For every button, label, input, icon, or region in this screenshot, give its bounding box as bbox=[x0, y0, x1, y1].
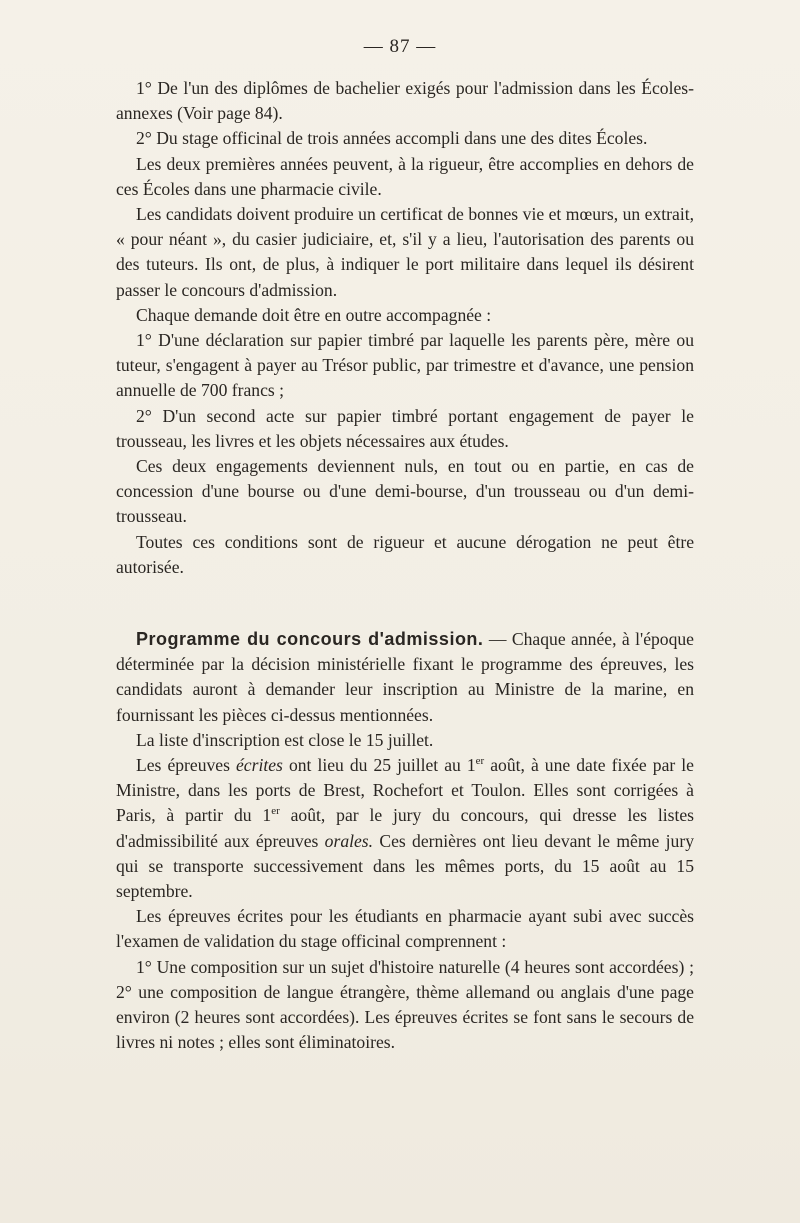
paragraph-second-acte: 2° D'un second acte sur papier timbré portant engagement de payer le trousseau, les livres et les objets nécessaires aux études. bbox=[116, 405, 694, 451]
paragraph-inscription: La liste d'inscription est close le 15 juillet. bbox=[136, 729, 434, 750]
ecrites-italic: écrites bbox=[236, 755, 283, 776]
programme-section bbox=[116, 627, 694, 1055]
paragraph-certificat: Les candidats doivent produire un certificat de bonnes vie et mœurs, un extrait, « pour néant », du casier judiciaire, et, s'il y a lieu, l'autorisation des parents ou des tuteurs. Ils ont, de plus, à indiquer le port militaire dans lequel ils désirent passer le concours d'admission. bbox=[116, 204, 694, 300]
orales-italic: orales. bbox=[324, 830, 374, 851]
admission-requirements-section bbox=[116, 76, 694, 580]
paragraph-diplome: 1° De l'un des diplômes de bachelier exigés pour l'admission dans les Écoles-annexes (Voir page 84). bbox=[116, 78, 694, 124]
ecrites-text-e: août, à une date fixée par le Ministre, dans les ports de Brest, Rochefort et Toulon. Elles sont corrigées à Paris, à partir du 1 bbox=[116, 755, 694, 826]
paragraph-demande: Chaque demande doit être en outre accompagnée : bbox=[136, 304, 492, 325]
paragraph-pharmacie: Les épreuves écrites pour les étudiants en pharmacie ayant subi avec succès l'examen de validation du stage officinal comprennent : bbox=[116, 906, 694, 952]
ecrites-text-g: août, par le jury du concours, qui dresse les listes d'admissibilité aux épreuves bbox=[116, 805, 694, 851]
paragraph-engagements: Ces deux engagements deviennent nuls, en tout ou en partie, en cas de concession d'une bourse ou d'une demi-bourse, d'un trousseau ou d'un demi-trousseau. bbox=[116, 456, 694, 527]
paragraph-premieres-annees: Les deux premières années peuvent, à la rigueur, être accomplies en dehors de ces Écoles dans une pharmacie civile. bbox=[116, 153, 694, 199]
section-heading: Programme du concours d'admission. bbox=[136, 629, 484, 649]
paragraph-programme bbox=[116, 627, 694, 728]
programme-intro: — Chaque année, à l'époque déterminée par la décision ministérielle fixant le programme des épreuves, les candidats auront à demander leur inscription au Ministre de la marine, en fournissant les pièces ci-dessus mentionnées. bbox=[116, 629, 694, 725]
ecrites-text-i: Ces dernières ont lieu devant le même jury qui se transporte successivement dans les mêmes ports, du 15 août au 15 septembre. bbox=[116, 830, 694, 902]
ecrites-text-a: Les épreuves bbox=[136, 755, 236, 776]
ecrites-text-c: ont lieu du 25 juillet au 1 bbox=[282, 755, 476, 776]
ecrites-sup-1: er bbox=[475, 755, 485, 768]
paragraph-composition: 1° Une composition sur un sujet d'histoire naturelle (4 heures sont accordées) ; 2° une composition de langue étrangère, thème allemand ou anglais d'une page environ (2 heures sont accordées). Les épreuves écrites se font sans le secours de livres ni notes ; elles sont éliminatoires. bbox=[116, 956, 694, 1053]
paragraph-conditions: Toutes ces conditions sont de rigueur et aucune dérogation ne peut être autorisée. bbox=[116, 531, 694, 577]
paragraph-epreuves-ecrites bbox=[116, 753, 694, 904]
paragraph-declaration: 1° D'une déclaration sur papier timbré par laquelle les parents père, mère ou tuteur, s'engagent à payer au Trésor public, par trimestre et d'avance, une pension annuelle de 700 francs ; bbox=[116, 330, 694, 401]
paragraph-stage: 2° Du stage officinal de trois années accompli dans une des dites Écoles. bbox=[136, 128, 648, 149]
ecrites-sup-2: er bbox=[271, 805, 280, 818]
page-number: — 87 — bbox=[363, 36, 437, 57]
